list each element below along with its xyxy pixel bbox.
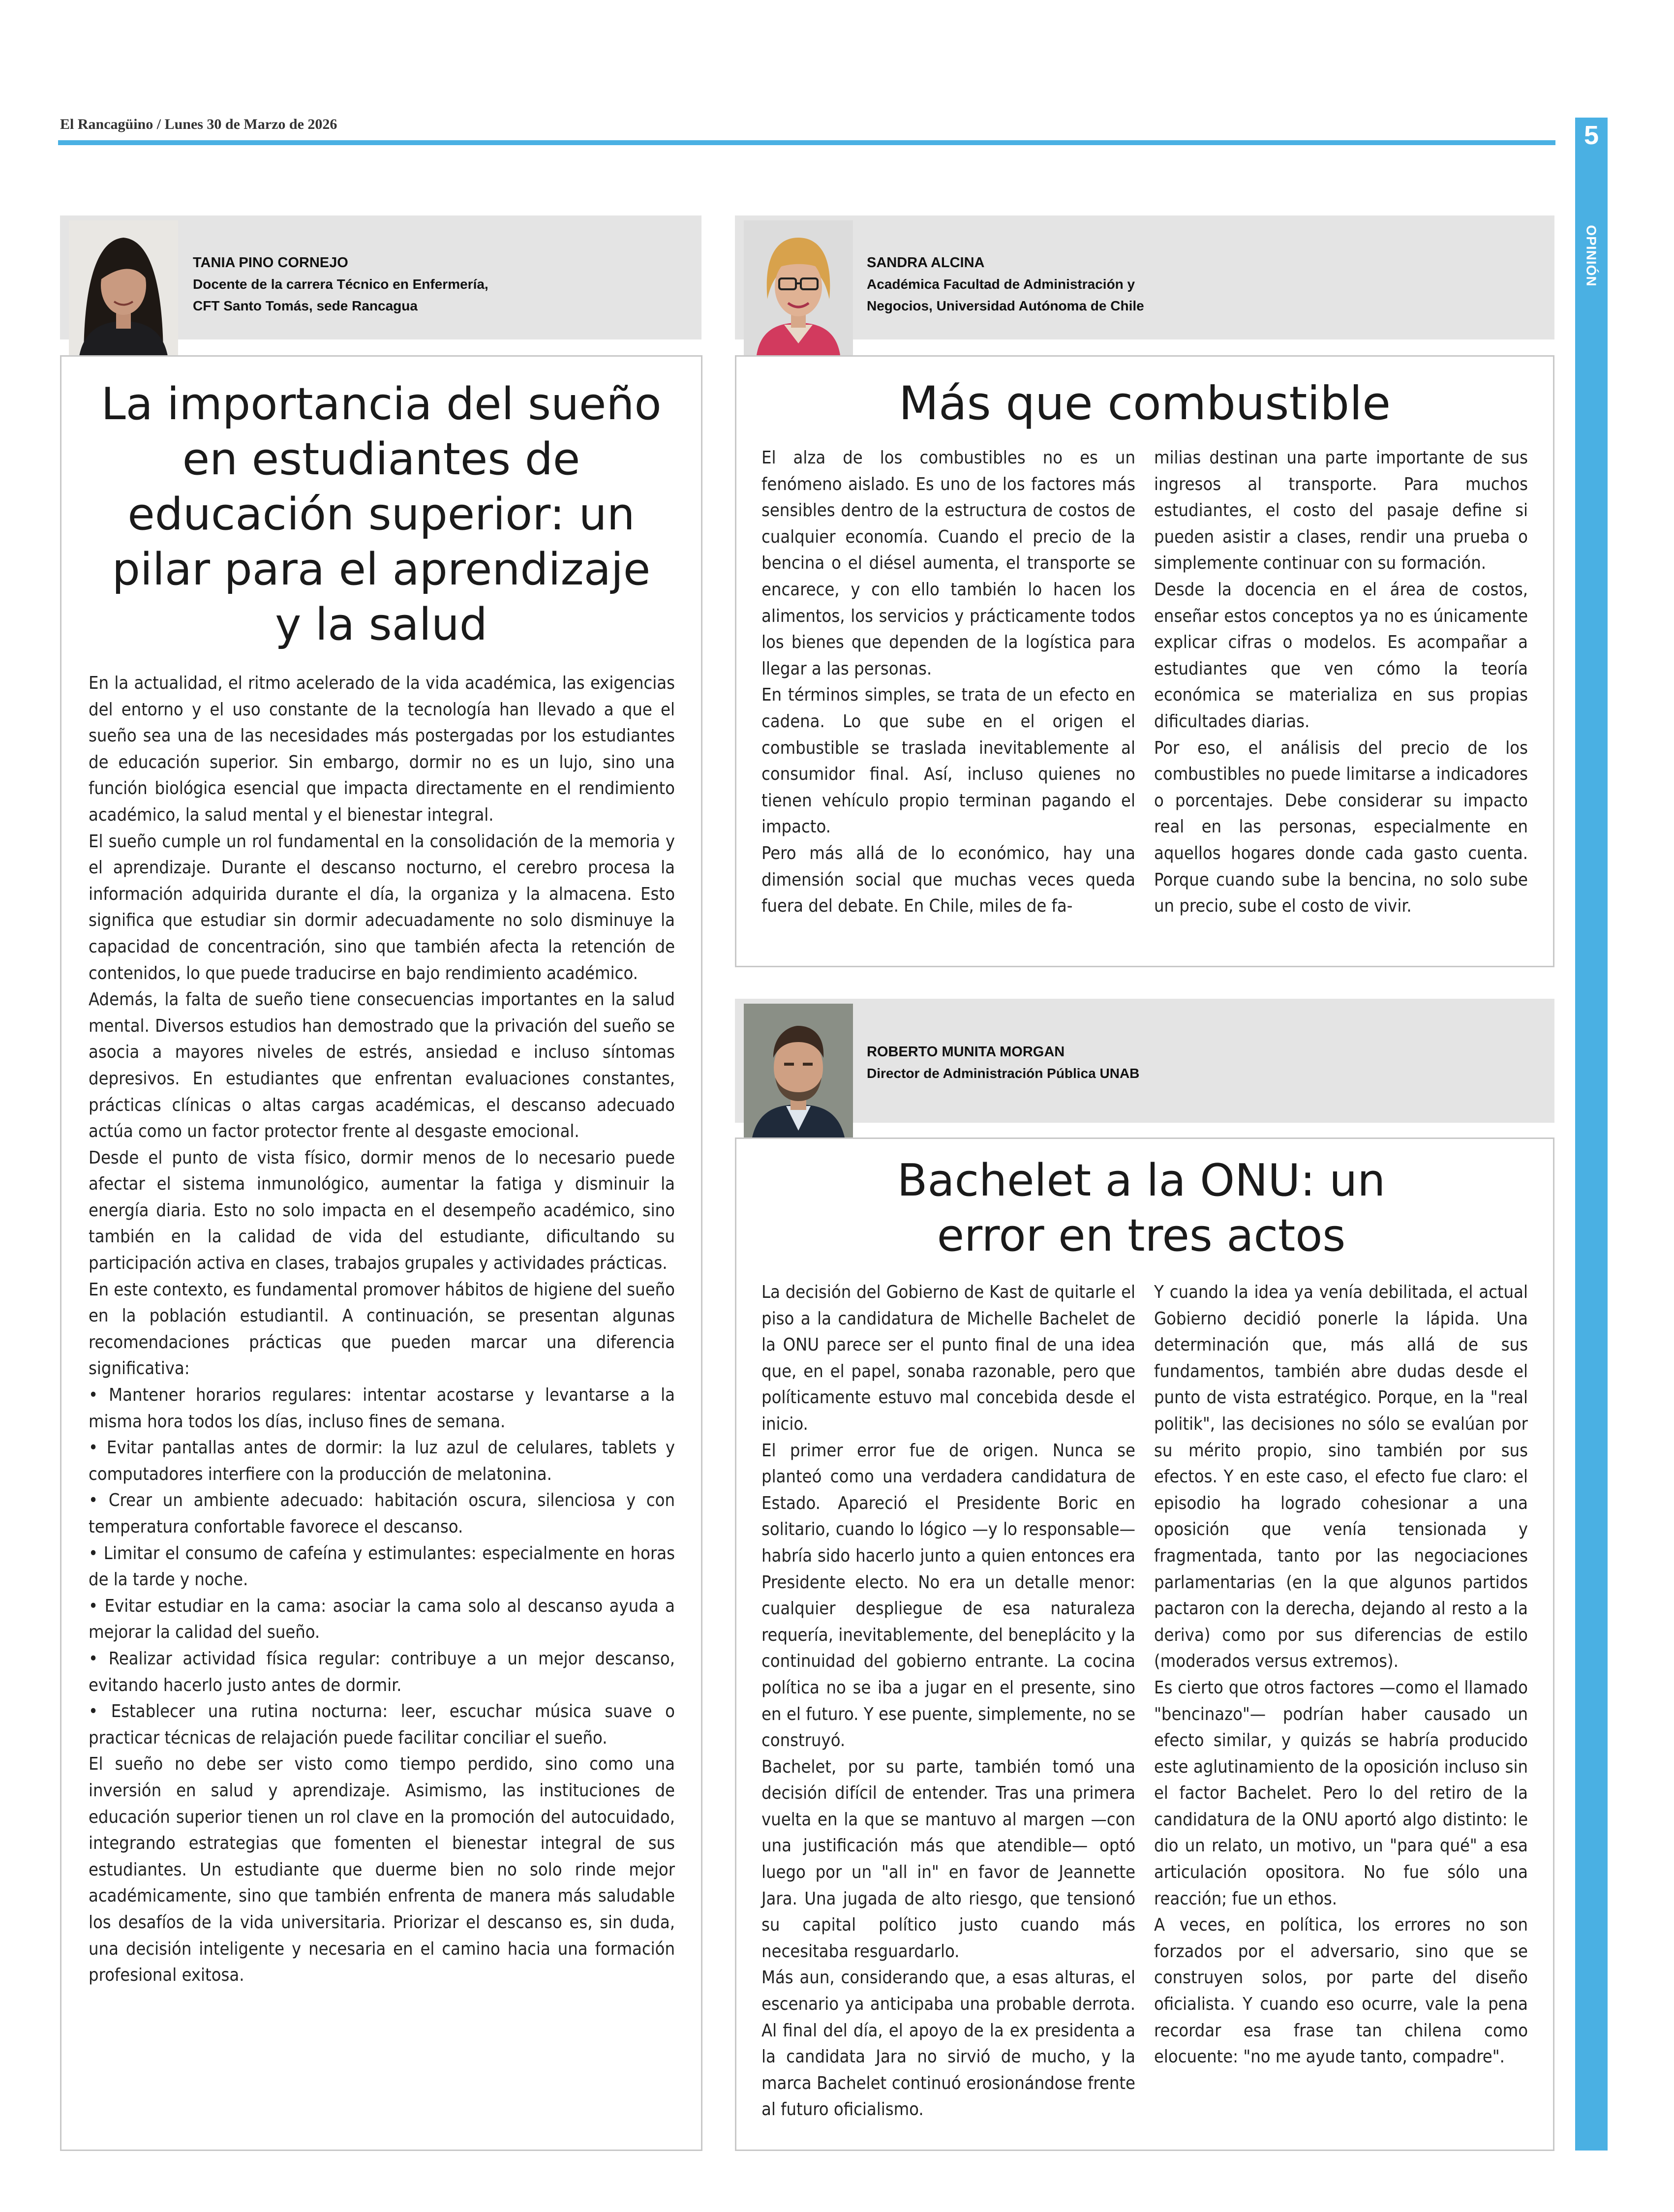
list-item: • Crear un ambiente adecuado: habitación oscura, silenciosa y con temperatura confortable favorece el descanso. xyxy=(89,1490,675,1537)
author-role-1a: Docente de la carrera Técnico en Enfermería, xyxy=(193,276,488,292)
paragraph: Por eso, el análisis del precio de los combustibles no puede limitarse a indicadores o porcentajes. Debe considerar su impacto real en las personas, especialmente en aquellos hogares donde cada gasto cuenta. Porque cuando sube la bencina, no solo sube un precio, sube el costo de vivir. xyxy=(1154,737,1528,917)
author-photo-1 xyxy=(69,220,178,359)
column-left xyxy=(761,445,1135,920)
header-rule xyxy=(58,140,1555,145)
page-number: 5 xyxy=(1583,121,1599,150)
list-item: • Mantener horarios regulares: intentar acostarse y levantarse a la misma hora todos los días, incluso fines de semana. xyxy=(89,1385,675,1432)
paragraph: Bachelet, por su parte, también tomó una decisión difícil de entender. Tras una primera vuelta en la que se mantuvo al margen —con una justificación más que atendible— optó luego por un "all in" en favor de Jeannette Jara. Una jugada de alto riesgo, que tensionó su capital político justo cuando más necesitaba resguardarlo. xyxy=(761,1756,1135,1962)
section-label-text: OPINIÓN xyxy=(1584,225,1600,287)
paragraph: En la actualidad, el ritmo acelerado de la vida académica, las exigencias del entorno y el uso constante de la tecnología han llevado a que el sueño sea una de las necesidades más postergadas por los estudiantes de educación superior. Sin embargo, dormir no es un lujo, sino una función biológica esencial que impacta directamente en el rendimiento académico, la salud mental y el bienestar integral. xyxy=(89,673,675,825)
paragraph: Pero más allá de lo económico, hay una dimensión social que muchas veces queda fuera del debate. En Chile, miles de fa- xyxy=(761,843,1135,917)
author-info-2 xyxy=(867,252,1144,317)
author-portrait-icon xyxy=(744,1004,853,1142)
paragraph: La decisión del Gobierno de Kast de quitarle el piso a la candidatura de Michelle Bachelet de la ONU parece ser el punto final de una idea que, en el papel, sonaba razonable, pero que políticamente estuvo mal concebida desde el inicio. xyxy=(761,1282,1135,1434)
article-sleep-title: La importancia del sueño en estudiantes de educación superior: un pilar para el aprendizaje y la salud xyxy=(101,378,662,650)
paragraph: El primer error fue de origen. Nunca se planteó como una verdadera candidatura de Estado. Apareció el Presidente Boric en solitario, cuando lo lógico —y lo responsable— habría sido hacerlo junto a quien entonces era Presidente electo. No era un detalle menor: cualquier despliegue de esa naturaleza requería, inevitablemente, del beneplácito y la continuidad del gobierno entrante. La cocina política no se iba a jugar en el presente, sino en el futuro. Y ese puente, simplemente, no se construyó. xyxy=(761,1440,1135,1751)
paragraph: Además, la falta de sueño tiene consecuencias importantes en la salud mental. Diversos estudios han demostrado que la privación del sueño se asocia a mayores niveles de estrés, ansiedad e incluso síntomas depresivos. En estudiantes que enfrentan evaluaciones constantes, prácticas clínicas o altas cargas académicas, el descanso adecuado actúa como un factor protector frente al desgaste emocional. xyxy=(89,989,675,1142)
publication-date: Lunes 30 de Marzo de 2026 xyxy=(164,116,337,132)
author-name-1: TANIA PINO CORNEJO xyxy=(193,255,348,271)
column-left xyxy=(761,1279,1135,2123)
author-name-2: SANDRA ALCINA xyxy=(867,255,985,271)
author-portrait-icon xyxy=(744,220,853,359)
paragraph: En términos simples, se trata de un efecto en cadena. Lo que sube en el origen el combustible se traslada inevitablemente al consumidor final. Así, incluso quienes no tienen vehículo propio terminan pagando el impacto. xyxy=(761,685,1135,837)
paragraph: Y cuando la idea ya venía debilitada, el actual Gobierno decidió ponerle la lápida. Una determinación que, más allá de sus fundamentos, también abre dudas desde el punto de vista estratégico. Porque, en la "real politik", las decisiones no sólo se evalúan por su mérito propio, sino también por sus efectos. Y en este caso, el efecto fue claro: el episodio ha logrado cohesionar a una oposición que venía tensionada y fragmentada, tanto por las negociaciones parlamentarias (en la que algunos partidos pactaron con la derecha, dejando al resto a la deriva) como por sus diferencias de estilo (moderados versus extremos). xyxy=(1154,1282,1528,1672)
list-item: • Limitar el consumo de cafeína y estimulantes: especialmente en horas de la tarde y noche. xyxy=(89,1543,675,1590)
paragraph: El alza de los combustibles no es un fenómeno aislado. Es uno de los factores más sensibles dentro de la estructura de costos de cualquier economía. Cuando el precio de la bencina o el diésel aumenta, el transporte se encarece, y con ello también lo hacen los alimentos, los servicios y prácticamente todos los bienes que dependen de la logística para llegar a las personas. xyxy=(761,448,1135,679)
page-header: El Rancagüino / Lunes 30 de Marzo de 2026 xyxy=(60,116,337,132)
publication-name: El Rancagüino xyxy=(60,116,153,132)
author-portrait-icon xyxy=(69,220,178,359)
author-name-3: ROBERTO MUNITA MORGAN xyxy=(867,1044,1065,1060)
article-bachelet-body xyxy=(761,1279,1528,2123)
list-item: • Establecer una rutina nocturna: leer, escuchar música suave o practicar técnicas de relajación puede facilitar conciliar el sueño. xyxy=(89,1701,675,1748)
paragraph: Desde el punto de vista físico, dormir menos de lo necesario puede afectar el sistema inmunológico, aumentar la fatiga y disminuir la energía diaria. Esto no solo impacta en el desempeño académico, sino también en la calidad de vida del estudiante, dificultando su participación activa en clases, trabajos grupales y actividades prácticas. xyxy=(89,1147,675,1274)
paragraph: En este contexto, es fundamental promover hábitos de higiene del sueño en la población estudiantil. A continuación, se presentan algunas recomendaciones prácticas que pueden marcar una diferencia significativa: xyxy=(89,1279,675,1379)
author-photo-2 xyxy=(744,220,853,359)
article-fuel-body xyxy=(761,445,1528,920)
paragraph: Más aun, considerando que, a esas alturas, el escenario ya anticipaba una probable derrota. Al final del día, el apoyo de la ex presidenta a la candidata Jara no sirvió de mucho, y la marca Bachelet continuó erosionándose frente al futuro oficialismo. xyxy=(761,1967,1135,2120)
column-right xyxy=(1154,1279,1528,2123)
author-box-3 xyxy=(735,999,1554,1123)
paragraph: El sueño cumple un rol fundamental en la consolidación de la memoria y el aprendizaje. Durante el descanso nocturno, el cerebro procesa la información adquirida durante el día, la organiza y la almacena. Esto significa que estudiar sin dormir adecuadamente no solo disminuye la capacidad de concentración, sino que también afecta la retención de contenidos, lo que puede traducirse en bajo rendimiento académico. xyxy=(89,831,675,983)
section-label xyxy=(1575,207,1608,305)
paragraph: Desde la docencia en el área de costos, enseñar estos conceptos ya no es únicamente explicar cifras o modelos. Es acompañar a estudiantes que ven cómo la teoría económica se materializa en sus propias dificultades diarias. xyxy=(1154,579,1528,732)
list-item: • Evitar estudiar en la cama: asociar la cama solo al descanso ayuda a mejorar la calidad del sueño. xyxy=(89,1596,675,1643)
author-info-1 xyxy=(193,252,488,317)
article-fuel-title: Más que combustible xyxy=(898,377,1391,430)
author-box-2 xyxy=(735,215,1554,339)
list-item: • Realizar actividad física regular: contribuye a un mejor descanso, evitando hacerlo justo antes de dormir. xyxy=(89,1648,675,1695)
paragraph: A veces, en política, los errores no son forzados por el adversario, sino que se construyen solos, por parte del diseño oficialista. Y cuando eso ocurre, vale la pena recordar esa frase tan chilena como elocuente: "no me ayude tanto, compadre". xyxy=(1154,1915,1528,2067)
author-info-3 xyxy=(867,1041,1139,1084)
column-right xyxy=(1154,445,1528,920)
author-role-1b: CFT Santo Tomás, sede Rancagua xyxy=(193,298,418,313)
article-bachelet-title: Bachelet a la ONU: un error en tres actos xyxy=(897,1155,1386,1261)
list-item: • Evitar pantallas antes de dormir: la luz azul de celulares, tablets y computadores interfiere con la producción de melatonina. xyxy=(89,1438,675,1484)
paragraph: El sueño no debe ser visto como tiempo perdido, sino como una inversión en salud y aprendizaje. Asimismo, las instituciones de educación superior tienen un rol clave en la promoción del autocuidado, integrando estrategias que fomenten el bienestar integral de sus estudiantes. Un estudiante que duerme bien no solo rinde mejor académicamente, sino que también enfrenta de manera más saludable los desafíos de la vida universitaria. Priorizar el descanso es, sin duda, una decisión inteligente y necesaria en el camino hacia una formación profesional exitosa. xyxy=(89,1754,675,1986)
paragraph: milias destinan una parte importante de sus ingresos al transporte. Para muchos estudiantes, el costo del pasaje define si pueden asistir a clases, rendir una prueba o simplemente continuar con su formación. xyxy=(1154,448,1528,574)
author-role-2a: Académica Facultad de Administración y xyxy=(867,276,1135,292)
article-sleep-body xyxy=(89,670,675,1989)
paragraph: Es cierto que otros factores —como el llamado "bencinazo"— podrían haber causado un efecto similar, y quizás se habría producido este aglutinamiento de la oposición incluso sin el factor Bachelet. Pero lo del retiro de la candidatura de la ONU aportó algo distinto: le dio un relato, un motivo, un "para qué" a esa articulación opositora. No fue sólo una reacción; fue un ethos. xyxy=(1154,1677,1528,1909)
author-role-3a: Director de Administración Pública UNAB xyxy=(867,1066,1140,1081)
author-role-2b: Negocios, Universidad Autónoma de Chile xyxy=(867,298,1144,313)
author-photo-3 xyxy=(744,1004,853,1142)
section-sidebar xyxy=(1575,118,1608,2151)
